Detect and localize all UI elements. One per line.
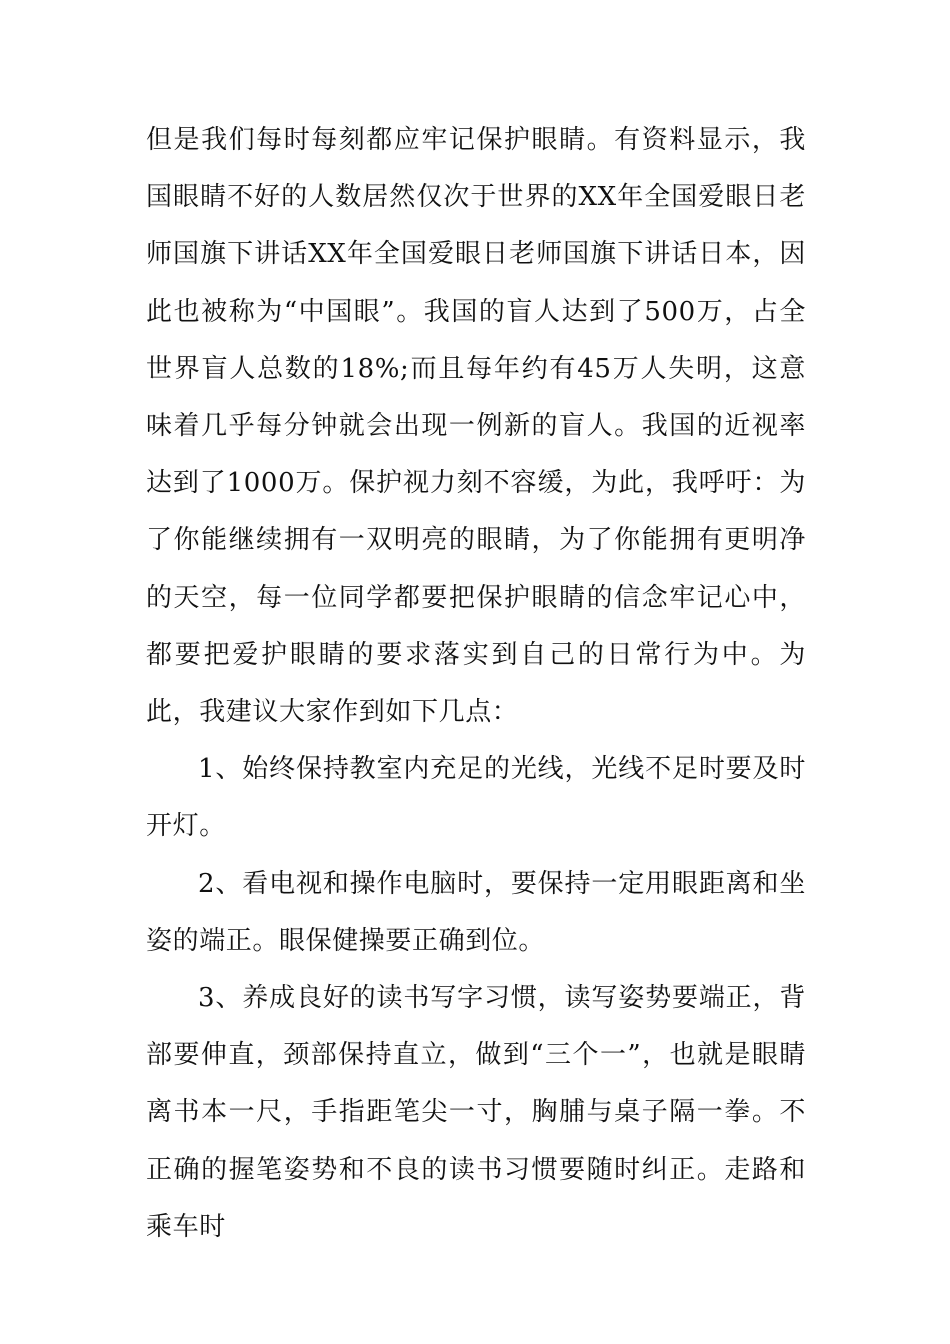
- paragraph-point-3: 3、养成良好的读书写字习惯，读写姿势要端正，背部要伸直，颈部保持直立，做到“三个一”，也就是眼睛离书本一尺，手指距笔尖一寸，胸脯与桌子隔一拳。不正确的握笔姿势和不良的读书习惯要随时纠正。走路和乘车时: [146, 983, 806, 1242]
- paragraph-intro: 但是我们每时每刻都应牢记保护眼睛。有资料显示，我国眼睛不好的人数居然仅次于世界的XX年全国爱眼日老师国旗下讲话XX年全国爱眼日老师国旗下讲话日本，因此也被称为“中国眼”。我国的盲人达到了500万，占全世界盲人总数的18%;而且每年约有45万人失明，这意味着几乎每分钟就会出现一例新的盲人。我国的近视率达到了1000万。保护视力刻不容缓，为此，我呼吁：为了你能继续拥有一双明亮的眼睛，为了你能拥有更明净的天空，每一位同学都要把保护眼睛的信念牢记心中，都要把爱护眼睛的要求落实到自己的日常行为中。为此，我建议大家作到如下几点：: [146, 125, 806, 728]
- document-body: [146, 112, 806, 1256]
- paragraph-point-2: 2、看电视和操作电脑时，要保持一定用眼距离和坐姿的端正。眼保健操要正确到位。: [146, 868, 806, 956]
- paragraph-point-1: 1、始终保持教室内充足的光线，光线不足时要及时开灯。: [146, 754, 806, 842]
